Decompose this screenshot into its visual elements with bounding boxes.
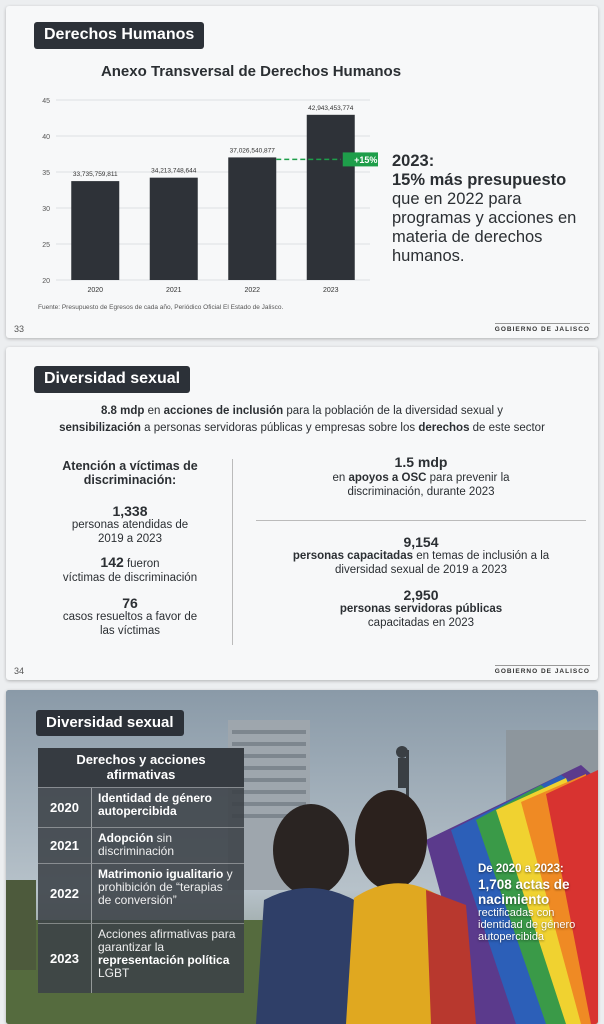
actas-number: 1,708 actas de nacimiento [478, 877, 570, 907]
timeline-bold: Matrimonio igualitario [98, 867, 224, 881]
timeline-text [92, 924, 244, 993]
stat-capacitadas-num: 9,154 [403, 534, 439, 550]
bar-value-label: 34,213,748,644 [151, 167, 197, 175]
actas-lead: De 2020 a 2023: [478, 863, 564, 875]
timeline-rest: y prohibición de “terapias de conversión” [98, 867, 233, 907]
stat-servidoras-label: personas servidoras públicas [339, 603, 503, 615]
stat-capacitadas-rest: en temas de inclusión a la diversidad sexual de 2019 a 2023 [335, 550, 550, 576]
x-tick-label: 2021 [165, 287, 182, 294]
timeline-bold: representación política [98, 953, 230, 967]
stat-casos-num: 76 [122, 595, 138, 611]
stat-osc-rest: para prevenir la discriminación, durante 2023 [347, 472, 510, 498]
timeline-year: 2020 [38, 788, 92, 827]
timeline-row [38, 863, 244, 923]
divider-vertical [232, 459, 233, 645]
bar-2022 [228, 157, 276, 280]
slide-diversidad-sexual-2 [6, 690, 598, 1024]
actas-text: rectificadas con identidad de género autopercibida [478, 907, 576, 943]
timeline-year: 2023 [38, 924, 92, 993]
x-tick-label: 2023 [322, 287, 339, 294]
intro-bold-4: derechos [418, 422, 470, 434]
stat-servidoras-num: 2,950 [403, 587, 439, 603]
timeline-heading: Derechos y acciones afirmativas [38, 748, 244, 787]
x-tick-label: 2020 [87, 287, 104, 294]
right-stats-bottom [271, 534, 571, 630]
timeline-text [92, 828, 244, 863]
left-heading: Atención a víctimas de discriminación: [62, 459, 198, 487]
stat-servidoras-rest: capacitadas en 2023 [367, 616, 475, 629]
timeline-bold: Identidad de género autopercibida [98, 791, 213, 818]
actas-stat [478, 862, 590, 943]
bar-value-label: 37,026,540,877 [229, 147, 275, 155]
page-number: 33 [14, 324, 25, 334]
y-tick-label: 25 [42, 242, 50, 249]
intro-amount: 8.8 mdp [100, 405, 145, 417]
budget-callout [392, 152, 582, 266]
stat-victimas-num: 142 [100, 554, 124, 570]
background-people [6, 880, 36, 970]
timeline-row [38, 827, 244, 863]
gobierno-logo: GOBIERNO DE JALISCO [495, 665, 590, 675]
stat-atendidas-num: 1,338 [112, 503, 148, 519]
intro-bold-3: sensibilización [59, 422, 141, 434]
stat-victimas-text2: víctimas de discriminación [62, 571, 198, 584]
timeline-row [38, 787, 244, 827]
timeline-year: 2022 [38, 864, 92, 923]
bar-2020 [71, 181, 119, 280]
section-tag: Diversidad sexual [34, 366, 190, 393]
x-tick-label: 2022 [244, 287, 261, 294]
page-number: 34 [14, 666, 25, 676]
y-tick-label: 20 [42, 278, 50, 285]
budget-bar-chart [28, 90, 378, 300]
callout-highlight: 15% más presupuesto [392, 171, 567, 189]
timeline-year: 2021 [38, 828, 92, 863]
chart-source: Fuente: Presupuesto de Egresos de cada año, Periódico Oficial El Estado de Jalisco. [38, 304, 284, 311]
statue [396, 746, 408, 758]
timeline-text [92, 864, 244, 923]
stat-osc-pre: en [332, 472, 349, 484]
callout-year: 2023: [392, 152, 435, 170]
intro-text [26, 403, 578, 437]
stat-casos-text: casos resueltos a favor de las víctimas [62, 611, 198, 637]
intro-text-1: en [144, 405, 164, 417]
timeline-bold: Adopción [98, 831, 154, 845]
timeline-text [92, 788, 244, 827]
section-tag: Derechos Humanos [34, 22, 204, 49]
y-tick-label: 40 [42, 134, 50, 141]
gobierno-logo: GOBIERNO DE JALISCO [495, 323, 590, 333]
stat-osc-text [326, 472, 516, 499]
timeline-row [38, 923, 244, 993]
slide-diversidad-sexual-1 [6, 347, 598, 680]
chart-title: Anexo Transversal de Derechos Humanos [100, 63, 402, 80]
left-stats [42, 459, 218, 638]
stat-osc-num: 1.5 mdp [394, 454, 448, 470]
slide-derechos-humanos [6, 6, 598, 338]
stat-atendidas-text: personas atendidas de 2019 a 2023 [71, 519, 189, 545]
timeline-rest: sin discriminación [98, 831, 175, 858]
intro-text-2: para la población de la diversidad sexual y [283, 405, 504, 417]
intro-bold-2: acciones de inclusión [163, 405, 284, 417]
bar-2021 [150, 178, 198, 280]
intro-text-3: a personas servidoras públicas y empresas sobre los [140, 422, 419, 434]
stat-victimas [42, 556, 218, 572]
right-stats-top [271, 454, 571, 499]
stat-servidoras-bold [271, 603, 571, 617]
stat-osc-bold: apoyos a OSC [348, 472, 427, 484]
section-tag: Diversidad sexual [36, 710, 184, 736]
bar-2023 [307, 115, 355, 280]
y-tick-label: 45 [42, 98, 50, 105]
statue-body [398, 758, 408, 788]
stat-victimas-text1: fueron [123, 558, 160, 570]
stat-capacitadas-text [286, 550, 556, 577]
timeline-rest: LGBT [98, 966, 130, 980]
bar-value-label: 33,735,759,811 [72, 171, 118, 179]
callout-text: que en 2022 para programas y acciones en materia de derechos humanos. [392, 190, 577, 265]
y-tick-label: 35 [42, 170, 50, 177]
growth-badge-label: +15% [354, 154, 378, 165]
intro-text-4: de este sector [469, 422, 545, 434]
divider-horizontal [256, 520, 586, 521]
timeline-pre: Acciones afirmativas para garantizar la [98, 927, 236, 954]
bar-value-label: 42,943,453,774 [308, 104, 354, 112]
stat-capacitadas-bold: personas capacitadas [292, 550, 413, 562]
y-tick-label: 30 [42, 206, 50, 213]
rights-timeline [38, 748, 244, 993]
